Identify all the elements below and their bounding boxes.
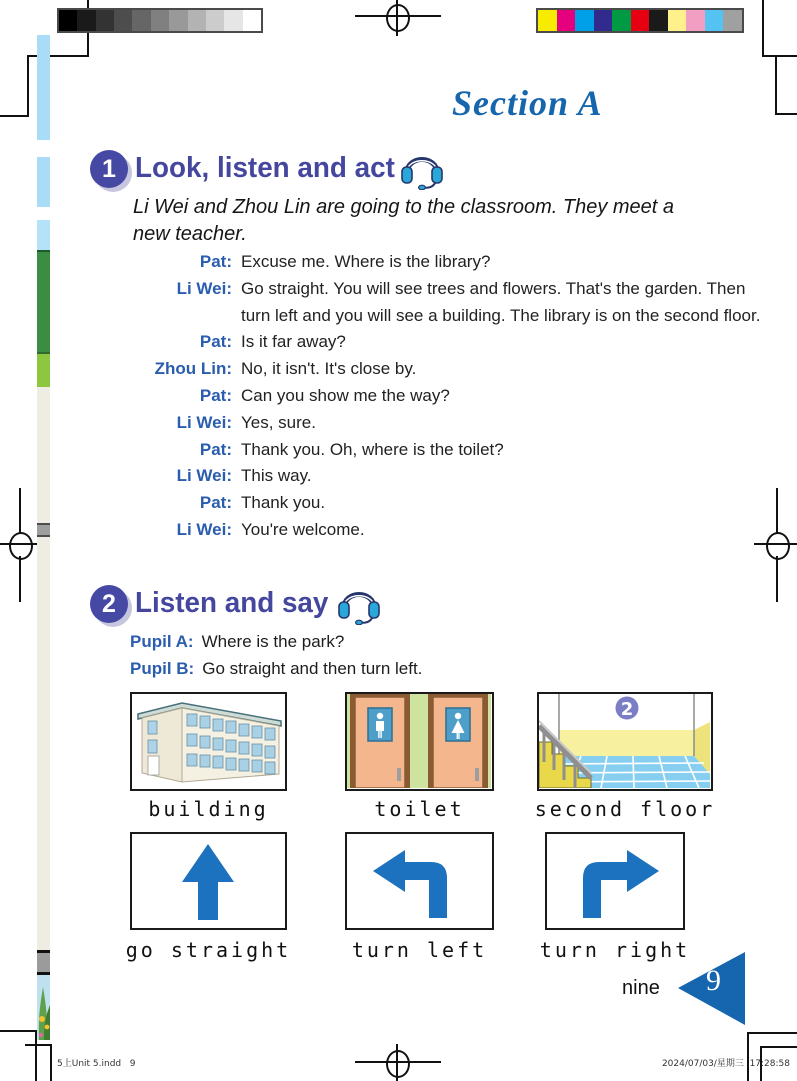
calibration-swatch: [538, 10, 557, 31]
calibration-swatch: [114, 10, 132, 31]
calibration-swatch: [206, 10, 224, 31]
speaker-name: Li Wei:: [176, 466, 232, 486]
dialog-line: [120, 276, 775, 330]
sky-strip: [37, 220, 50, 250]
dialog-line: [120, 463, 775, 490]
dialog-line: [130, 628, 422, 655]
registration-mark-bottom: [384, 1048, 410, 1078]
building-illustration: [132, 694, 284, 788]
dialog-text: Thank you. Oh, where is the toilet?: [241, 439, 504, 459]
dialog-text: No, it isn't. It's close by.: [241, 359, 417, 379]
speaker-name: Pupil A:: [130, 632, 194, 651]
activity1-dialog: [120, 249, 775, 544]
calibration-swatch: [557, 10, 576, 31]
crop-mark: [775, 55, 777, 115]
dialog-text: Thank you.: [241, 493, 326, 513]
dialog-text: Go straight and then turn left.: [202, 659, 423, 678]
dialog-line: [120, 490, 775, 517]
color-calibration-bar: [536, 8, 744, 33]
calibration-swatch: [649, 10, 668, 31]
dialog-line: [130, 655, 422, 682]
arrow-turn-left: [347, 834, 491, 927]
page-word: nine: [622, 977, 660, 999]
calibration-swatch: [594, 10, 613, 31]
registration-mark-left: [7, 530, 33, 560]
calibration-swatch: [224, 10, 242, 31]
dialog-text: Can you show me the way?: [241, 385, 450, 405]
card-turn-left: [345, 832, 494, 930]
crop-mark: [775, 113, 797, 115]
speaker-name: Pat:: [199, 493, 232, 513]
print-slug-timestamp: 2024/07/03/星期三 17:28:58: [661, 1059, 790, 1069]
calibration-swatch: [188, 10, 206, 31]
headphones-icon: [398, 148, 446, 195]
grayscale-calibration-bar: [57, 8, 263, 33]
dialog-text: Go straight. You will see trees and flowers. That's the garden. Then turn left and you will see a building. The library is on the second floor.: [241, 278, 761, 325]
dialog-text: Is it far away?: [241, 332, 346, 352]
dialog-line: [120, 383, 775, 410]
card-label-toilet: toilet: [374, 797, 465, 821]
dialog-text: Yes, sure.: [241, 412, 316, 432]
speaker-name: Zhou Lin:: [154, 359, 232, 379]
calibration-swatch: [96, 10, 114, 31]
crop-mark: [0, 1030, 37, 1032]
dialog-line: [120, 249, 775, 276]
card-toilet: [345, 692, 494, 791]
speaker-name: Li Wei:: [176, 278, 232, 298]
activity2-number-badge: [90, 585, 128, 623]
card-go-straight: [130, 832, 287, 930]
activity2-number: 2: [102, 589, 116, 618]
speaker-name: Li Wei:: [176, 412, 232, 432]
calibration-swatch: [668, 10, 687, 31]
dialog-text: This way.: [241, 466, 312, 486]
card-label-go-straight: go straight: [125, 938, 292, 962]
sky-strip: [37, 157, 50, 207]
crop-mark: [760, 1046, 797, 1048]
registration-mark-top: [384, 2, 410, 32]
speaker-name: Pat:: [199, 439, 232, 459]
facing-page-edge-strip: [37, 35, 50, 1040]
calibration-swatch: [243, 10, 261, 31]
speaker-name: Li Wei:: [176, 519, 232, 539]
sky-strip: [37, 35, 50, 140]
arrow-up: [132, 834, 284, 927]
grass-strip: [37, 352, 50, 389]
crop-mark: [27, 55, 29, 117]
calibration-swatch: [169, 10, 187, 31]
calibration-swatch: [132, 10, 150, 31]
card-turn-right: [545, 832, 685, 930]
crop-mark: [762, 0, 764, 57]
gray-band: [37, 950, 50, 975]
activity1-intro: Li Wei and Zhou Lin are going to the classroom. They meet a new teacher.: [133, 196, 675, 245]
card-label-turn-left: turn left: [351, 938, 488, 962]
activity1-number: 1: [102, 154, 116, 183]
activity1-title: Look, listen and act: [135, 152, 395, 184]
trees-strip: [37, 250, 50, 354]
calibration-swatch: [612, 10, 631, 31]
crop-mark: [762, 55, 797, 57]
headphones-icon: [335, 583, 383, 630]
dialog-line: [120, 329, 775, 356]
dialog-line: [120, 517, 775, 544]
plants-strip: [37, 975, 50, 1040]
calibration-swatch: [151, 10, 169, 31]
arrow-turn-right: [547, 834, 682, 927]
second-floor-illustration: [539, 694, 710, 788]
crop-mark: [747, 1032, 797, 1034]
calibration-swatch: [59, 10, 77, 31]
dialog-line: [120, 356, 775, 383]
dialog-text: You're welcome.: [241, 519, 365, 539]
dialog-line: [120, 410, 775, 437]
card-second-floor: [537, 692, 713, 791]
crop-mark: [0, 115, 29, 117]
speaker-name: Pat:: [199, 332, 232, 352]
dialog-text: Where is the park?: [201, 632, 345, 651]
crop-mark: [25, 1044, 52, 1046]
calibration-swatch: [723, 10, 742, 31]
calibration-swatch: [705, 10, 724, 31]
activity2-title: Listen and say: [135, 587, 329, 619]
calibration-swatch: [631, 10, 650, 31]
calibration-swatch: [575, 10, 594, 31]
gray-band: [37, 523, 50, 537]
speaker-name: Pat:: [199, 252, 232, 271]
dialog-line: [120, 437, 775, 464]
calibration-swatch: [686, 10, 705, 31]
card-label-second-floor: second floor: [534, 797, 716, 821]
page-number: 9: [706, 964, 721, 997]
activity1-number-badge: [90, 150, 128, 188]
card-building: [130, 692, 287, 791]
calibration-swatch: [77, 10, 95, 31]
speaker-name: Pupil B:: [130, 659, 195, 678]
card-label-turn-right: turn right: [539, 938, 691, 962]
activity2-dialog: [130, 628, 422, 682]
section-title: Section A: [452, 83, 603, 123]
crop-mark: [50, 1044, 52, 1081]
dialog-text: Excuse me. Where is the library?: [241, 252, 491, 271]
second-floor-number: 2: [620, 699, 634, 720]
toilet-doors-illustration: [347, 694, 491, 788]
print-slug-filename: 5上Unit 5.indd 9: [57, 1059, 136, 1069]
card-label-building: building: [148, 797, 269, 821]
speaker-name: Pat:: [199, 385, 232, 405]
